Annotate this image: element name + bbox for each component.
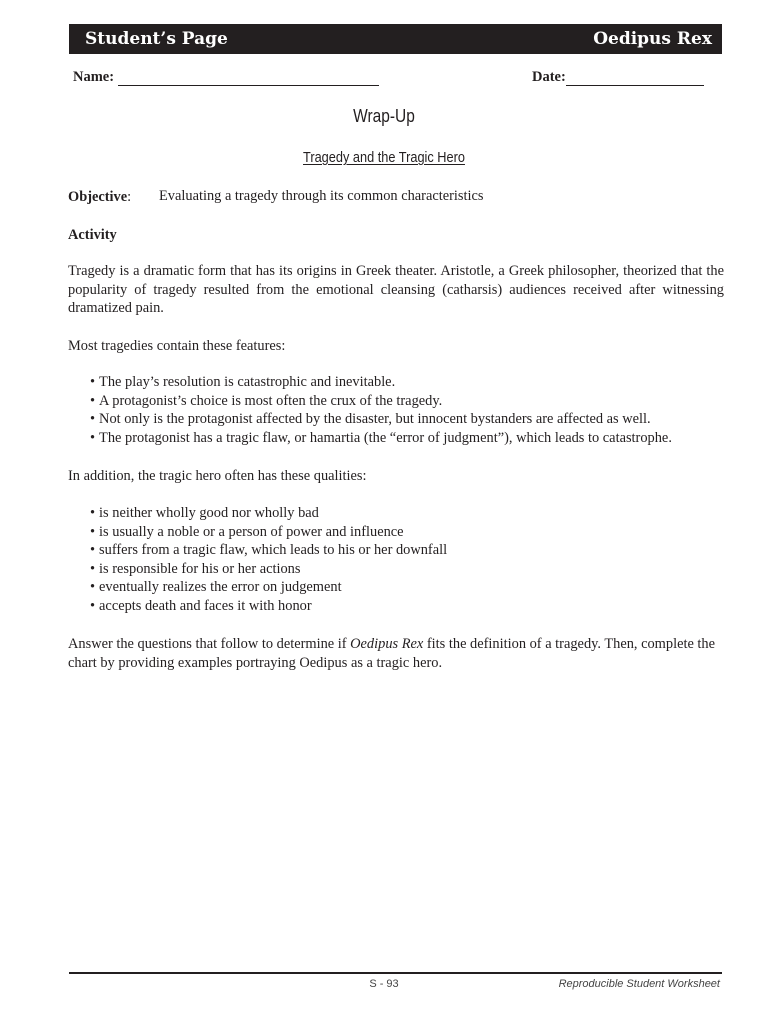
qualities-intro: In addition, the tragic hero often has these qualities: <box>68 468 367 484</box>
name-blank-line[interactable] <box>118 71 379 86</box>
list-item: • eventually realizes the error on judgement <box>90 578 730 597</box>
page-subtitle: Tragedy and the Tragic Hero <box>303 150 465 166</box>
intro-paragraph: Tragedy is a dramatic form that has its origins in Greek theater. Aristotle, a Greek philosopher, theorized that the popularity of tragedy resulted from the emotional cleansing (catharsis) audiences received after witnessing dramatized pain. <box>68 263 724 317</box>
header-right-title: Oedipus Rex <box>593 29 712 49</box>
list-item: • The protagonist has a tragic flaw, or hamartia (the “error of judgment”), which leads to catastrophe. <box>90 429 730 448</box>
header-bar <box>69 24 722 54</box>
qualities-list <box>90 504 730 616</box>
date-label: Date: <box>532 69 566 85</box>
list-item: • is neither wholly good nor wholly bad <box>90 504 730 523</box>
list-item: • is responsible for his or her actions <box>90 560 730 579</box>
name-label: Name: <box>73 69 115 85</box>
list-item: • accepts death and faces it with honor <box>90 597 730 616</box>
header-left-title: Student’s Page <box>85 29 228 49</box>
features-list <box>90 373 730 447</box>
date-field[interactable] <box>532 69 704 86</box>
footer-note: Reproducible Student Worksheet <box>558 978 720 990</box>
date-blank-line[interactable] <box>566 71 704 86</box>
page-title: Wrap-Up <box>353 106 415 126</box>
name-field[interactable] <box>73 69 379 86</box>
footer-rule <box>69 972 722 974</box>
list-item: • The play’s resolution is catastrophic and inevitable. <box>90 373 730 392</box>
list-item: • Not only is the protagonist affected by the disaster, but innocent bystanders are affected as well. <box>90 410 730 429</box>
features-intro: Most tragedies contain these features: <box>68 338 286 354</box>
objective-value: Evaluating a tragedy through its common characteristics <box>159 188 484 204</box>
page-number: S - 93 <box>369 978 399 990</box>
list-item: • A protagonist’s choice is most often the crux of the tragedy. <box>90 392 730 411</box>
closing-paragraph: Answer the questions that follow to determine if Oedipus Rex fits the definition of a tragedy. Then, complete the chart by providing examples portraying Oedipus as a tragic hero. <box>68 636 716 671</box>
list-item: • suffers from a tragic flaw, which leads to his or her downfall <box>90 541 730 560</box>
play-title: Oedipus Rex <box>350 636 424 652</box>
objective-label: Objective: <box>68 189 132 205</box>
activity-heading: Activity <box>68 227 117 243</box>
list-item: • is usually a noble or a person of power and influence <box>90 523 730 542</box>
